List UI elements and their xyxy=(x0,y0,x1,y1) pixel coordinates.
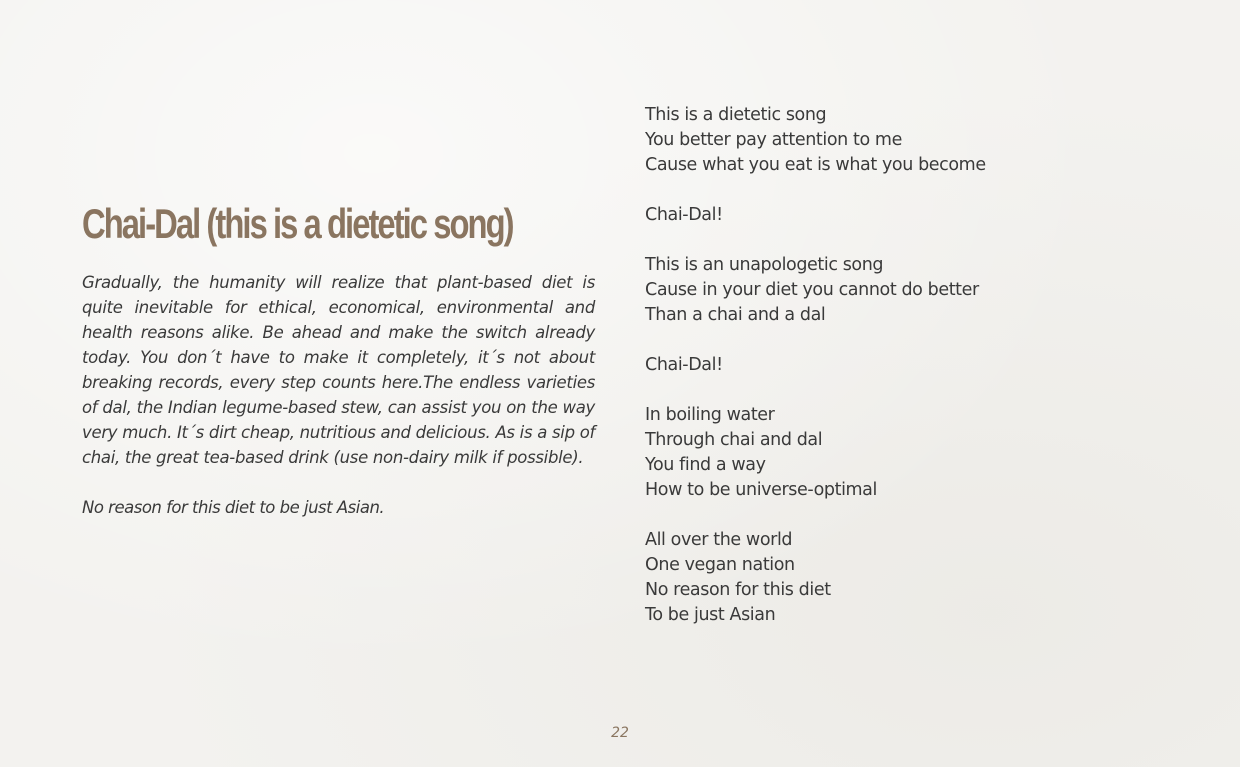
lyric-line: Chai-Dal! xyxy=(645,355,723,375)
lyric-line: Than a chai and a dal xyxy=(645,305,826,325)
lyric-line: In boiling water xyxy=(645,405,775,425)
lyrics-stanza-3 xyxy=(645,403,1065,503)
lyric-line: This is a dietetic song xyxy=(645,105,827,125)
lyric-line: This is an unapologetic song xyxy=(645,255,884,275)
page-number: 22 xyxy=(611,725,629,741)
lyric-line: Through chai and dal xyxy=(645,430,823,450)
lyrics-stanza-4 xyxy=(645,528,1065,628)
lyrics-column xyxy=(645,103,1065,653)
lyrics-stanza-2 xyxy=(645,253,1065,328)
lyric-line: Cause what you eat is what you become xyxy=(645,155,986,175)
lyrics-stanza-1 xyxy=(645,103,1065,178)
lyric-line: One vegan nation xyxy=(645,555,795,575)
intro-closing-line: No reason for this diet to be just Asian. xyxy=(82,498,385,517)
lyric-line: To be just Asian xyxy=(645,605,776,625)
lyric-line: All over the world xyxy=(645,530,793,550)
lyric-line: You better pay attention to me xyxy=(645,130,902,150)
lyrics-refrain-1 xyxy=(645,203,1065,228)
lyric-line: You find a way xyxy=(645,455,766,475)
lyric-line: How to be universe-optimal xyxy=(645,480,877,500)
lyric-line: Chai-Dal! xyxy=(645,205,723,225)
page-title: Chai-Dal (this is a dietetic song) xyxy=(82,200,513,247)
lyrics-refrain-2 xyxy=(645,353,1065,378)
lyric-line: Cause in your diet you cannot do better xyxy=(645,280,979,300)
lyric-line: No reason for this diet xyxy=(645,580,831,600)
intro-paragraph: Gradually, the humanity will realize that plant-based diet is quite inevitable for ethical, economical, environmental and health reasons alike. Be ahead and make the switch already today. You don´t have to make it completely, it´s not about breaking records, every step counts here.The endless varieties of dal, the Indian legume-based stew, can assist you on the way very much. It´s dirt cheap, nutritious and delicious. As is a sip of chai, the great tea-based drink (use non-dairy milk if possible). xyxy=(82,273,595,467)
